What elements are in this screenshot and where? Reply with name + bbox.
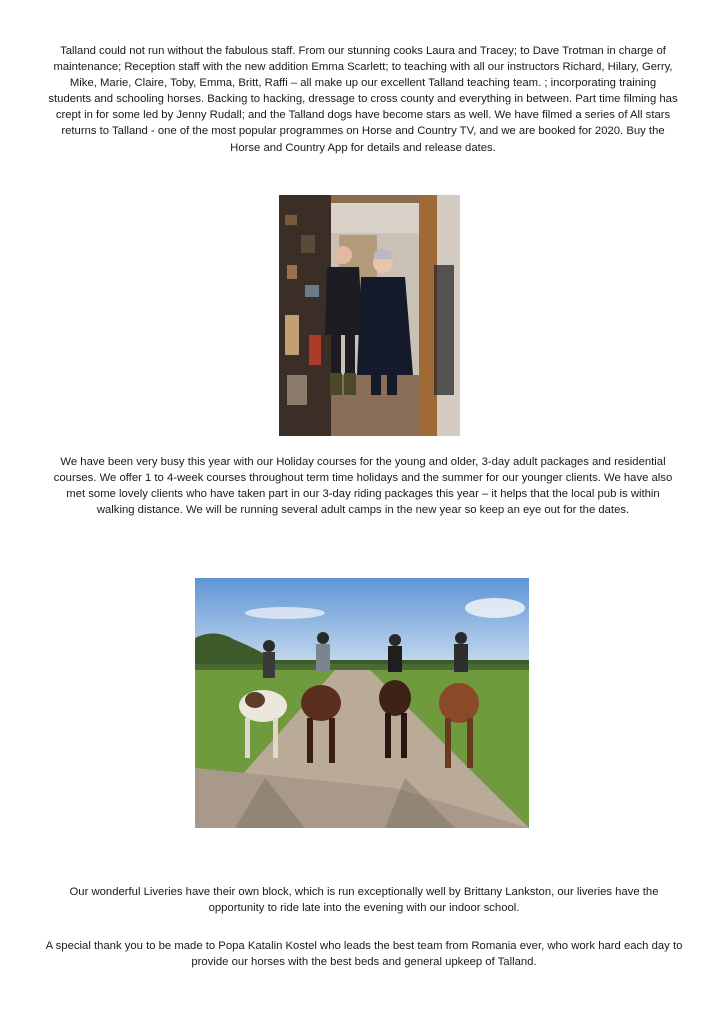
liveries-paragraph: Our wonderful Liveries have their own block, which is run exceptionally well by Brittany Lankston, our liveries have the opportunity to ride late into the evening with our indoor school.	[69, 886, 659, 915]
courses-paragraph: We have been very busy this year with our Holiday courses for the young and older, 3-day adult packages and residential courses. We offer 1 to 4-week courses throughout term time holidays and the summer for our younger clients. We have also met some lovely clients who have taken part in our 3-day riding packages this year – it helps that the local pub is within walking distance. We will be running several adult camps in the new year so keep an eye out for the dates.	[53, 456, 673, 517]
staff-photo	[279, 195, 460, 436]
riders-photo	[195, 578, 529, 828]
thanks-paragraph: A special thank you to be made to Popa Katalin Kostel who leads the best team from Romania ever, who work hard each day to provide our horses with the best beds and general upkeep of Talland.	[45, 940, 683, 969]
staff-paragraph: Talland could not run without the fabulous staff. From our stunning cooks Laura and Tracey; to Dave Trotman in charge of maintenance; Reception staff with the new addition Emma Scarlett; to teaching with all our instructors Richard, Hilary, Gerry, Mike, Marie, Claire, Toby, Emma, Britt, Raffi – all make up our excellent Talland teaching team. ; incorporating training students and schooling horses. Backing to hacking, dressage to cross county and everything in between. Part time filming has crept in for some led by Jenny Rudall; and the Talland dogs have become stars as well. We have filmed a series of All stars returns to Talland - one of the most popular programmes on Horse and Country TV, and we are booked for 2020. Buy the Horse and Country App for details and release dates.	[48, 45, 678, 154]
